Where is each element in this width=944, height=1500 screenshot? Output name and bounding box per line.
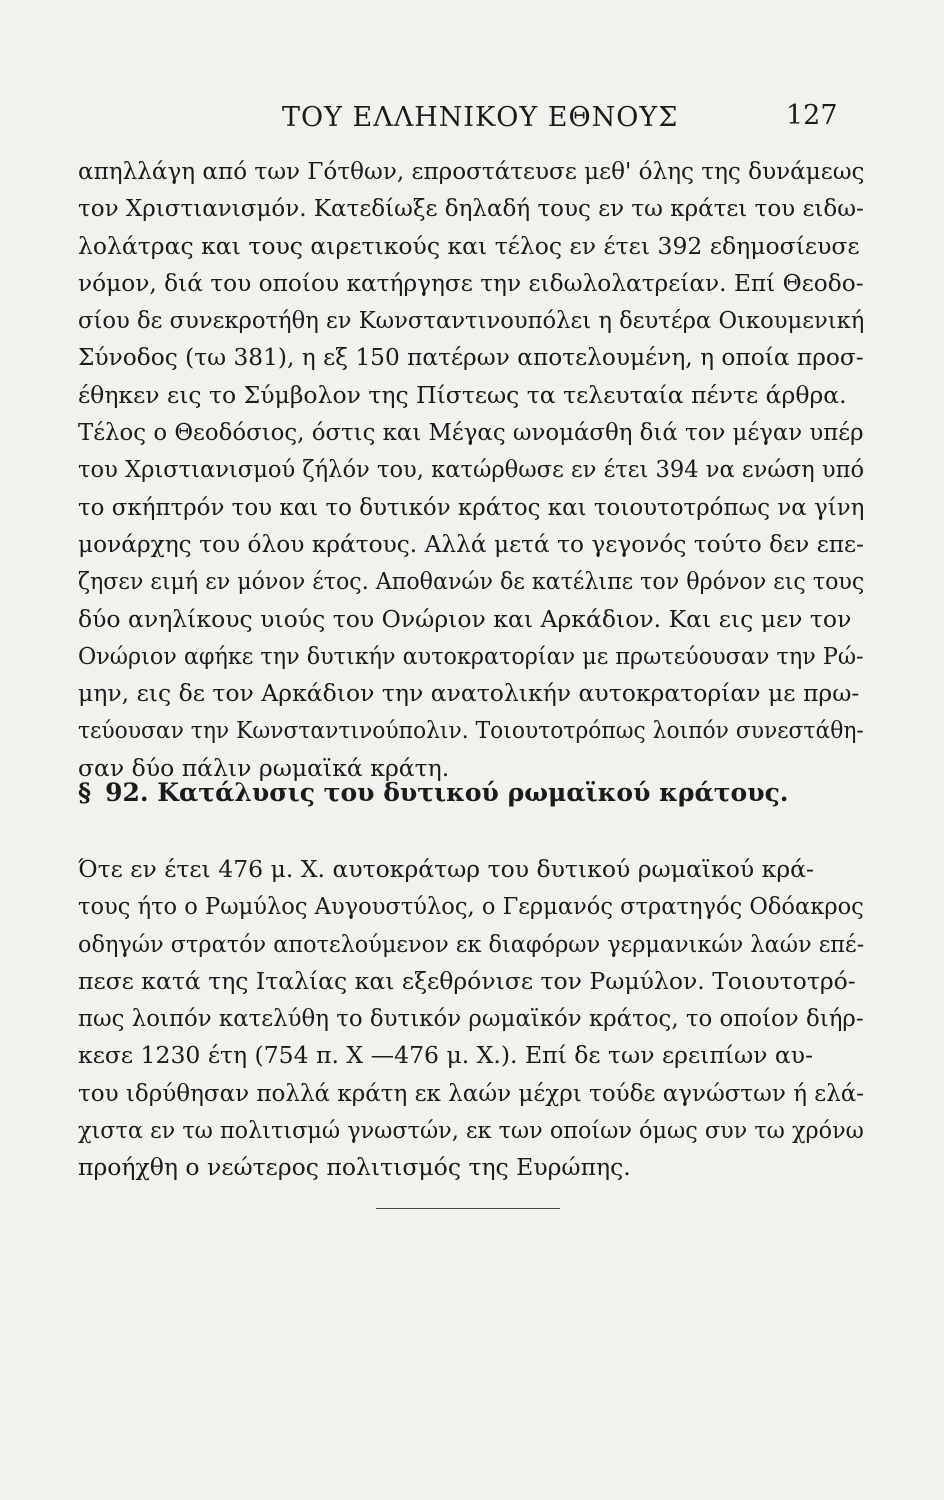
text-line: ζησεν ειμή εν μόνον έτος. Αποθανών δε κατέλιπε τον θρόνον εις τους (78, 567, 865, 596)
section-mark: § (78, 778, 92, 807)
text-line: δύο ανηλίκους υιούς του Ονώριον και Αρκάδιον. Και εις μεν τον (78, 604, 852, 633)
text-line: του ιδρύθησαν πολλά κράτη εκ λαών μέχρι τούδε αγνώστων ή ελά- (78, 1078, 865, 1107)
text-line: πεσε κατά της Ιταλίας και εξεθρόνισε τον Ρωμύλον. Τοιουτοτρό- (78, 966, 856, 995)
text-line: χιστα εν τω πολιτισμώ γνωστών, εκ των οποίων όμως συν τω χρόνω (78, 1116, 864, 1145)
running-title: ΤΟΥ ΕΛΛΗΝΙΚΟΥ ΕΘΝΟΥΣ (282, 102, 679, 133)
text-line: Τέλος ο Θεοδόσιος, όστις και Μέγας ωνομάσθη διά τον μέγαν υπέρ (78, 418, 864, 447)
text-line: μονάρχης του όλου κράτους. Αλλά μετά το γεγονός τούτο δεν επε- (78, 529, 864, 558)
text-line: απηλλάγη από των Γότθων, επροστάτευσε μεθ' όλης της δυνάμεως (78, 157, 865, 185)
text-line: το σκήπτρόν του και το δυτικόν κράτος και τοιουτοτρόπως να γίνη (78, 492, 865, 521)
text-line: του Χριστιανισμού ζήλόν του, κατώρθωσε εν έτει 394 να ενώση υπό (78, 455, 865, 484)
text-line: τον Χριστιανισμόν. Κατεδίωξε δηλαδή τους εν τω κράτει του ειδω- (78, 194, 864, 223)
text-line: έθηκεν εις το Σύμβολον της Πίστεως τα τελευταία πέντε άρθρα. (78, 380, 847, 409)
text-line: μην, εις δε τον Αρκάδιον την ανατολικήν αυτοκρατορίαν με πρω- (78, 679, 860, 708)
text-line: κεσε 1230 έτη (754 π. Χ —476 μ. Χ.). Επί δε των ερειπίων αυ- (78, 1041, 814, 1070)
section-number: 92. (105, 778, 149, 807)
page-number: 127 (786, 100, 838, 131)
text-line: νόμον, διά του οποίου κατήργησε την ειδωλολατρείαν. Επί Θεοδο- (78, 268, 864, 297)
text-line: Ότε εν έτει 476 μ. Χ. αυτοκράτωρ του δυτικού ρωμαϊκού κρά- (78, 855, 814, 883)
text-line: οδηγών στρατόν αποτελούμενον εκ διαφόρων γερμανικών λαών επέ- (78, 929, 865, 958)
text-line: τους ήτο ο Ρωμύλος Αυγουστύλος, ο Γερμανός στρατηγός Οδόακρος (78, 892, 864, 921)
text-line: τεύουσαν την Κωνσταντινούπολιν. Τοιουτοτρόπως λοιπόν συνεστάθη- (78, 716, 864, 745)
text-line: λολάτρας και τους αιρετικούς και τέλος εν έτει 392 εδημοσίευσε (78, 231, 860, 260)
section-heading (78, 778, 789, 807)
section-title: Κατάλυσις του δυτικού ρωμαϊκού κράτους. (157, 778, 789, 807)
paragraph-fall-of-west (78, 851, 905, 1187)
text-line: Ονώριον αφήκε την δυτικήν αυτοκρατορίαν με πρωτεύουσαν την Ρώ- (78, 641, 864, 670)
paragraph-theodosius (78, 153, 925, 787)
text-line: πως λοιπόν κατελύθη το δυτικόν ρωμαϊκόν κράτος, το οποίον διήρ- (78, 1004, 864, 1033)
text-line: σαν δύο πάλιν ρωμαϊκά κράτη. (78, 753, 450, 782)
text-line: προήχθη ο νεώτερος πολιτισμός της Ευρώπης. (78, 1153, 631, 1182)
footnote-rule (376, 1208, 560, 1209)
text-line: σίου δε συνεκροτήθη εν Κωνσταντινουπόλει η δευτέρα Οικουμενική (78, 306, 865, 335)
text-line: Σύνοδος (τω 381), η εξ 150 πατέρων αποτελουμένη, η οποία προσ- (78, 343, 864, 372)
